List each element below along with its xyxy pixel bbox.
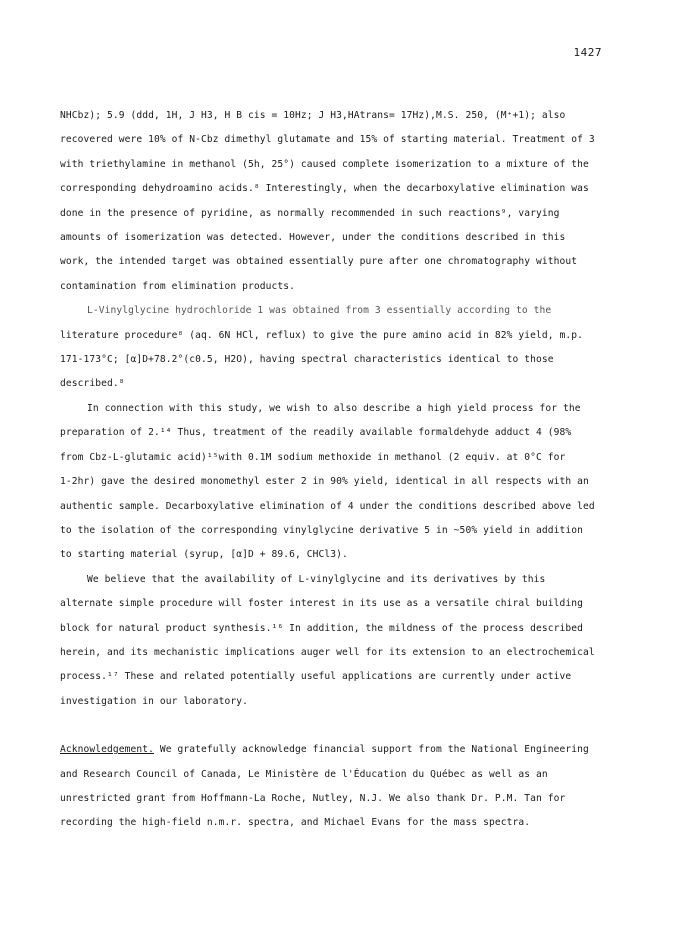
text-line: 171-173°C; [α]D+78.2°(c0.5, H2O), having spectral characteristics identical to those <box>60 354 554 366</box>
text-line: work, the intended target was obtained essentially pure after one chromatography without <box>60 256 578 268</box>
body-text <box>60 104 620 836</box>
text-line: NHCbz); 5.9 (ddd, 1H, J H3, H B cis = 10Hz; J H3,HAtrans= 17Hz),M.S. 250, (M⁺+1); also <box>60 110 566 121</box>
paragraph-monomethyl-ester <box>60 397 620 568</box>
text-line: authentic sample. Decarboxylative elimination of 4 under the conditions described above led <box>60 500 595 512</box>
paragraph-conclusion <box>60 568 620 714</box>
text-line: alternate simple procedure will foster interest in its use as a versatile chiral building <box>60 598 583 610</box>
text-line: from Cbz-L-glutamic acid)¹⁵with 0.1M sodium methoxide in methanol (2 equiv. at 0°C for <box>60 451 566 463</box>
text-line: 1-2hr) gave the desired monomethyl ester 2 in 90% yield, identical in all respects with an <box>60 476 589 488</box>
text-line: process.¹⁷ These and related potentially useful applications are currently under active <box>60 671 572 683</box>
text-line: herein, and its mechanistic implications auger well for its extension to an electrochemical <box>60 646 595 658</box>
text-line: and Research Council of Canada, Le Ministère de l'Éducation du Québec as well as an <box>60 768 548 780</box>
acknowledgement-heading: Acknowledgement. <box>60 744 155 756</box>
text-line: amounts of isomerization was detected. However, under the conditions described in this <box>60 232 566 244</box>
text-line <box>60 738 620 762</box>
acknowledgement-section <box>60 738 620 836</box>
text-line: to starting material (syrup, [α]D + 89.6, CHCl3). <box>60 549 348 561</box>
page-number: 1427 <box>573 46 602 59</box>
text-line: recording the high-field n.m.r. spectra, and Michael Evans for the mass spectra. <box>60 817 531 829</box>
acknowledgement-first-line: We gratefully acknowledge financial support from the National Engineering <box>154 744 589 756</box>
text-line: unrestricted grant from Hoffmann-La Roche, Nutley, N.J. We also thank Dr. P.M. Tan for <box>60 792 566 804</box>
paragraph-vinylglycine-hydrochloride <box>60 299 620 397</box>
text-line: In connection with this study, we wish to also describe a high yield process for the <box>87 402 581 414</box>
text-line: block for natural product synthesis.¹⁶ In addition, the mildness of the process described <box>60 622 583 634</box>
text-line: L-Vinylglycine hydrochloride 1 was obtained from 3 essentially according to the <box>87 305 552 317</box>
text-line: contamination from elimination products. <box>60 280 296 292</box>
text-line: corresponding dehydroamino acids.⁸ Interestingly, when the decarboxylative elimination was <box>60 183 589 195</box>
text-line: with triethylamine in methanol (5h, 25°) caused complete isomerization to a mixture of the <box>60 158 589 170</box>
text-line: to the isolation of the corresponding vinylglycine derivative 5 in ~50% yield in addition <box>60 524 583 536</box>
text-line: described.⁸ <box>60 378 125 390</box>
text-line: recovered were 10% of N-Cbz dimethyl glutamate and 15% of starting material. Treatment of 3 <box>60 134 595 146</box>
text-line: investigation in our laboratory. <box>60 695 249 707</box>
section-spacer <box>60 714 620 738</box>
text-line: done in the presence of pyridine, as normally recommended in such reactions⁹, varying <box>60 207 560 219</box>
text-line: We believe that the availability of L-vinylglycine and its derivatives by this <box>87 573 546 585</box>
text-line: preparation of 2.¹⁴ Thus, treatment of the readily available formaldehyde adduct 4 (98% <box>60 427 572 439</box>
paragraph-nmr-data <box>60 104 620 299</box>
text-line: literature procedure⁸ (aq. 6N HCl, reflux) to give the pure amino acid in 82% yield, m.p. <box>60 329 583 341</box>
